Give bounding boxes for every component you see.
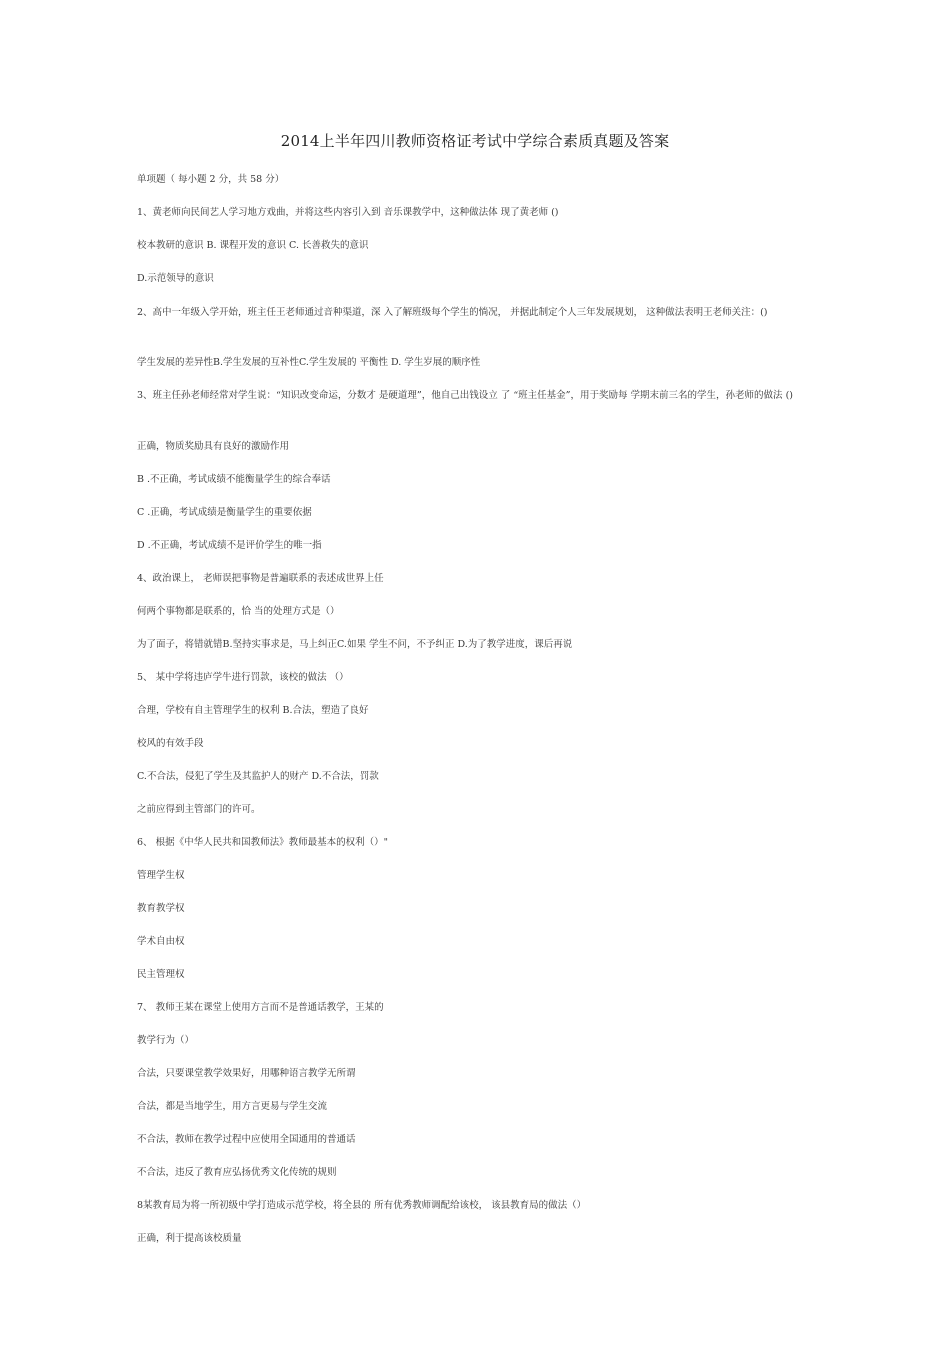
- question-4-cont: 何两个事物都是联系的，恰 当的处理方式是（）: [137, 606, 340, 617]
- question-7: 7、 教师王某在课堂上使用方言而不是普通话教学，王某的: [137, 1002, 384, 1013]
- question-3: 3、班主任孙老师经常对学生说：“知识改变命运，分数才 是硬道理”，他自己出钱设立 了 “班主任基金”，用于奖励每 学期末前三名的学生，孙老师的做法 (): [137, 390, 793, 401]
- document-title: 2014上半年四川教师资格证考试中学综合素质真题及答案: [280, 132, 670, 150]
- question-6-option-c: 学术自由权: [137, 936, 185, 947]
- question-6-option-b: 教育教学权: [137, 903, 185, 914]
- question-3-option-d: D .不正确，考试成绩不是评价学生的唯一指: [137, 540, 322, 551]
- question-6-option-d: 民主管理权: [137, 969, 185, 980]
- question-3-option-a: 正确，物质奖励具有良好的激励作用: [137, 441, 290, 452]
- question-1-options: 校本教研的意识 B. 课程开发的意识 C. 长善救失的意识: [137, 240, 369, 251]
- question-5-options-cd: C.不合法，侵犯了学生及其监护人的财产 D.不合法，罚款: [137, 771, 379, 782]
- question-3-option-c: C .正确，考试成绩是衡量学生的重要依据: [137, 507, 312, 518]
- question-4-options: 为了面子，将错就错B.坚持实事求是，马上纠正C.如果 学生不问，不予纠正 D.为了教学进度，课后再说: [137, 639, 573, 650]
- question-2-options: 学生发展的差异性B.学生发展的互补性C.学生发展的 平衡性 D. 学生岁展的顺序性: [137, 357, 481, 368]
- question-8: 8某教育局为将一所初级中学打造成示范学校，将全县的 所有优秀教师调配给该校， 该县教育局的做法（）: [137, 1200, 587, 1211]
- question-3-option-b: B .不正确，考试成绩不能衡量学生的综合奉话: [137, 474, 331, 485]
- question-6: 6、 根据《中华人民共和国教师法》教师最基本的权利（）": [137, 837, 388, 848]
- question-7-option-b: 合法，都是当地学生，用方言更易与学生交流: [137, 1101, 328, 1112]
- question-5-options-cd-cont: 之前应得到主管部门的许可。: [137, 804, 261, 815]
- question-7-option-a: 合法，只要课堂教学效果好，用哪种语言教学无所谓: [137, 1068, 356, 1079]
- question-1-option-d: D.示范领导的意识: [137, 273, 214, 284]
- section-heading: 单项题（ 每小题 2 分，共 58 分）: [137, 174, 285, 185]
- question-5-options-ab: 合理，学校有自主管理学生的权利 B.合法，塑造了良好: [137, 705, 369, 716]
- question-2: 2、高中一年级入学开始，班主任王老师通过音种渠道，深 入了解班级每个学生的惝况， 并据此制定个人三年发展规划， 这种做法表明王老师关注：(): [137, 307, 768, 318]
- question-4: 4、政治课上， 老师误把事物是普遍联系的表述成世界上任: [137, 573, 384, 584]
- question-5-options-ab-cont: 校风的有效手段: [137, 738, 204, 749]
- question-1: 1、黄老师向民间艺人学习地方戏曲，并将这些内容引入到 音乐课教学中，这种做法体 现了黄老师 (): [137, 207, 559, 218]
- question-6-option-a: 管理学生权: [137, 870, 185, 881]
- question-7-cont: 教学行为（）: [137, 1035, 195, 1046]
- question-7-option-c: 不合法，教师在教学过程中应使用全国通用的普通话: [137, 1134, 356, 1145]
- question-5: 5、 某中学将违庐学牛进行罚款，该校的做法 （）: [137, 672, 349, 683]
- question-8-option-a: 正确，利于提高该校质量: [137, 1233, 242, 1244]
- question-7-option-d: 不合法，违反了教育应弘扬优秀文化传统的规则: [137, 1167, 337, 1178]
